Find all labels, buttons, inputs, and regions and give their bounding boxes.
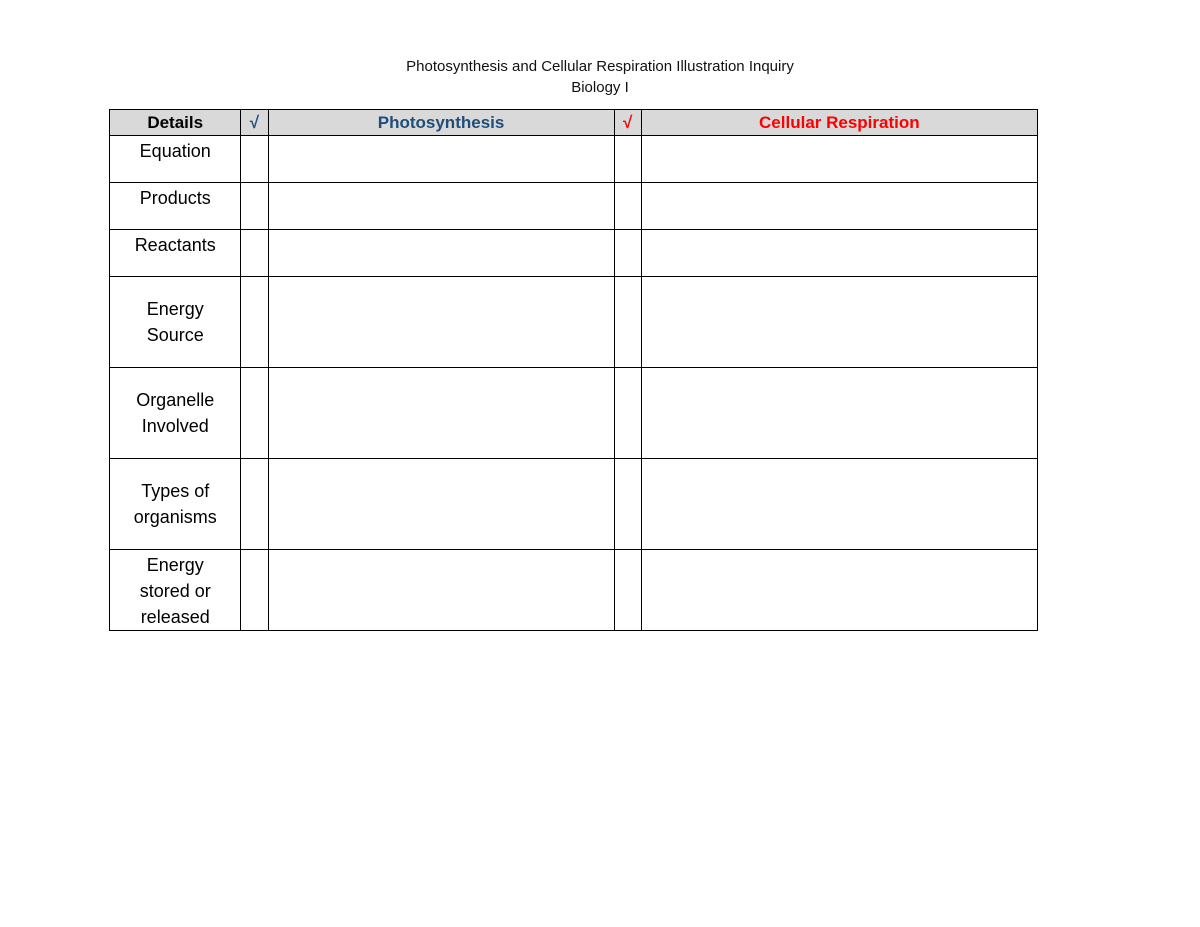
row-label-line: Involved [141,416,209,436]
answer-cell-respiration[interactable] [641,368,1037,459]
row-label-line: organisms [133,507,217,527]
comparison-table [109,109,1038,631]
header-check-respiration: √ [614,110,641,136]
row-label-line: Types of [141,481,210,501]
table-header-row [110,110,1038,136]
check-cell-respiration[interactable] [614,459,641,550]
worksheet-title: Photosynthesis and Cellular Respiration Illustration Inquiry [406,58,794,75]
answer-cell-respiration[interactable] [641,550,1037,631]
table-row [110,230,1038,277]
answer-cell-photosynthesis[interactable] [268,550,614,631]
table-row [110,368,1038,459]
answer-cell-respiration[interactable] [641,136,1037,183]
row-label [110,550,241,631]
row-label-line: stored or [139,581,211,601]
check-cell-photosynthesis[interactable] [241,459,268,550]
answer-cell-photosynthesis[interactable] [268,459,614,550]
row-label [110,230,241,277]
check-cell-respiration[interactable] [614,183,641,230]
check-cell-respiration[interactable] [614,230,641,277]
answer-cell-respiration[interactable] [641,277,1037,368]
table-row [110,550,1038,631]
answer-cell-respiration[interactable] [641,183,1037,230]
check-cell-photosynthesis[interactable] [241,277,268,368]
header-cellular-respiration: Cellular Respiration [641,110,1037,136]
answer-cell-photosynthesis[interactable] [268,183,614,230]
row-label-line: Organelle [136,390,215,410]
row-label-line: Products [139,188,211,208]
row-label-line: Energy [146,555,204,575]
table-row [110,183,1038,230]
row-label-line: Equation [139,141,211,161]
table-row [110,459,1038,550]
answer-cell-photosynthesis[interactable] [268,368,614,459]
answer-cell-photosynthesis[interactable] [268,136,614,183]
check-cell-photosynthesis[interactable] [241,230,268,277]
table-row [110,136,1038,183]
answer-cell-respiration[interactable] [641,459,1037,550]
check-cell-photosynthesis[interactable] [241,136,268,183]
row-label [110,136,241,183]
answer-cell-photosynthesis[interactable] [268,277,614,368]
row-label-line: Energy [146,299,204,319]
answer-cell-respiration[interactable] [641,230,1037,277]
check-cell-respiration[interactable] [614,277,641,368]
row-label [110,459,241,550]
check-cell-respiration[interactable] [614,136,641,183]
answer-cell-photosynthesis[interactable] [268,230,614,277]
check-cell-photosynthesis[interactable] [241,183,268,230]
row-label [110,277,241,368]
check-cell-respiration[interactable] [614,550,641,631]
row-label [110,368,241,459]
row-label-line: Reactants [134,235,216,255]
worksheet-subtitle: Biology I [571,79,629,96]
header-check-photosynthesis: √ [241,110,268,136]
row-label [110,183,241,230]
row-label-line: released [140,607,210,627]
header-details: Details [110,110,241,136]
row-label-line: Source [146,325,204,345]
check-cell-respiration[interactable] [614,368,641,459]
check-cell-photosynthesis[interactable] [241,550,268,631]
check-cell-photosynthesis[interactable] [241,368,268,459]
table-row [110,277,1038,368]
header-photosynthesis: Photosynthesis [268,110,614,136]
